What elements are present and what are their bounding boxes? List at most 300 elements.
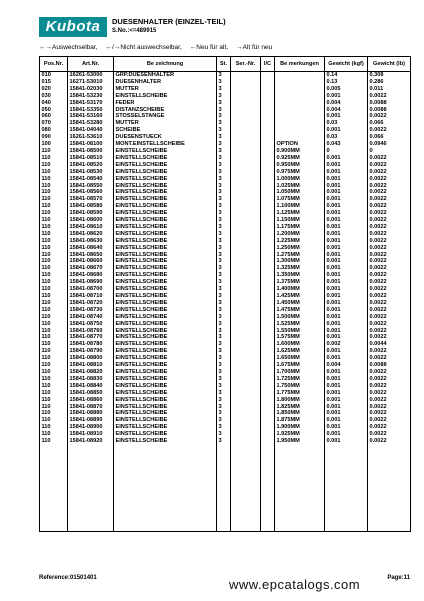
cell-art-nr: 15841-08560 bbox=[68, 189, 114, 196]
cell-bemerkungen bbox=[275, 113, 325, 120]
cell-art-nr: 15841-08880 bbox=[68, 410, 114, 417]
cell-stueck: 3 bbox=[217, 438, 231, 445]
cell-bezeichnung: MONT.EINSTELLSCHEIBE bbox=[114, 141, 217, 148]
parts-table bbox=[39, 56, 411, 532]
cell-gewicht-lb: 0.0022 bbox=[368, 189, 411, 196]
cell-stueck: 3 bbox=[217, 410, 231, 417]
cell-pos-nr: 110 bbox=[40, 238, 68, 245]
cell-bemerkungen: 1.575MM bbox=[275, 334, 325, 341]
cell-ic bbox=[261, 258, 275, 265]
cell-gewicht-kgf: 0.13 bbox=[325, 79, 368, 86]
cell-stueck: 3 bbox=[217, 272, 231, 279]
cell-bemerkungen: 1.875MM bbox=[275, 417, 325, 424]
cell-stueck: 3 bbox=[217, 286, 231, 293]
cell-art-nr: 15841-08640 bbox=[68, 245, 114, 252]
table-row bbox=[40, 141, 411, 148]
cell-ser-nr bbox=[231, 100, 261, 107]
cell-gewicht-kgf: 0.001 bbox=[325, 127, 368, 134]
cell-stueck: 3 bbox=[217, 362, 231, 369]
cell-pos-nr: 080 bbox=[40, 127, 68, 134]
cell-gewicht-kgf: 0.001 bbox=[325, 231, 368, 238]
cell-gewicht-kgf: 0.001 bbox=[325, 417, 368, 424]
cell-bezeichnung: EINSTELLSCHEIBE bbox=[114, 162, 217, 169]
cell-ic bbox=[261, 141, 275, 148]
cell-bemerkungen: 1.125MM bbox=[275, 210, 325, 217]
cell-stueck: 3 bbox=[217, 141, 231, 148]
cell-stueck: 3 bbox=[217, 369, 231, 376]
cell-bemerkungen: 1.725MM bbox=[275, 376, 325, 383]
cell-bemerkungen: 1.700MM bbox=[275, 369, 325, 376]
table-row bbox=[40, 238, 411, 245]
cell-stueck: 3 bbox=[217, 348, 231, 355]
table-row bbox=[40, 286, 411, 293]
cell-ic bbox=[261, 265, 275, 272]
cell-ser-nr bbox=[231, 438, 261, 445]
cell-ser-nr bbox=[231, 72, 261, 79]
cell-ic bbox=[261, 169, 275, 176]
page-title: DUESENHALTER (EINZEL-TEIL) bbox=[112, 17, 226, 26]
cell-bezeichnung: EINSTELLSCHEIBE bbox=[114, 404, 217, 411]
cell-bezeichnung: EINSTELLSCHEIBE bbox=[114, 293, 217, 300]
cell-bezeichnung: EINSTELLSCHEIBE bbox=[114, 328, 217, 335]
table-row bbox=[40, 162, 411, 169]
col-header-pos-nr: Pos.Nr. bbox=[40, 57, 68, 72]
cell-ser-nr bbox=[231, 286, 261, 293]
table-row bbox=[40, 279, 411, 286]
table-row bbox=[40, 134, 411, 141]
cell-art-nr: 15841-08100 bbox=[68, 141, 114, 148]
empty-cell bbox=[261, 445, 275, 532]
cell-bezeichnung: EINSTELLSCHEIBE bbox=[114, 176, 217, 183]
legend-item-old-for-new: →Alt für neu bbox=[236, 44, 273, 51]
cell-art-nr: 15841-08500 bbox=[68, 148, 114, 155]
cell-ic bbox=[261, 113, 275, 120]
cell-bemerkungen: 1.275MM bbox=[275, 252, 325, 259]
table-row bbox=[40, 100, 411, 107]
cell-bemerkungen: 1.500MM bbox=[275, 314, 325, 321]
cell-art-nr: 15841-08890 bbox=[68, 417, 114, 424]
cell-pos-nr: 110 bbox=[40, 314, 68, 321]
cell-bezeichnung: EINSTELLSCHEIBE bbox=[114, 272, 217, 279]
cell-gewicht-kgf: 0.001 bbox=[325, 169, 368, 176]
col-header-gewicht-lb: Gewicht (lb) bbox=[368, 57, 411, 72]
cell-art-nr: 15841-53170 bbox=[68, 100, 114, 107]
cell-art-nr: 15841-04040 bbox=[68, 127, 114, 134]
cell-stueck: 3 bbox=[217, 155, 231, 162]
cell-gewicht-kgf: 0.001 bbox=[325, 272, 368, 279]
cell-ic bbox=[261, 252, 275, 259]
empty-cell bbox=[217, 445, 231, 532]
table-row bbox=[40, 189, 411, 196]
cell-gewicht-kgf: 0.001 bbox=[325, 286, 368, 293]
cell-pos-nr: 100 bbox=[40, 141, 68, 148]
cell-stueck: 3 bbox=[217, 321, 231, 328]
title-block bbox=[112, 17, 226, 36]
cell-ic bbox=[261, 348, 275, 355]
cell-bemerkungen: 1.225MM bbox=[275, 238, 325, 245]
cell-pos-nr: 050 bbox=[40, 107, 68, 114]
cell-gewicht-lb: 0.0022 bbox=[368, 231, 411, 238]
cell-stueck: 3 bbox=[217, 93, 231, 100]
cell-stueck: 3 bbox=[217, 334, 231, 341]
table-row bbox=[40, 362, 411, 369]
cell-gewicht-lb: 0.0022 bbox=[368, 369, 411, 376]
cell-ser-nr bbox=[231, 196, 261, 203]
cell-stueck: 3 bbox=[217, 203, 231, 210]
cell-gewicht-lb: 0.0044 bbox=[368, 341, 411, 348]
cell-bezeichnung: EINSTELLSCHEIBE bbox=[114, 279, 217, 286]
cell-bezeichnung: EINSTELLSCHEIBE bbox=[114, 355, 217, 362]
cell-art-nr: 15841-08540 bbox=[68, 176, 114, 183]
cell-gewicht-kgf: 0.004 bbox=[325, 362, 368, 369]
cell-bemerkungen: 1.775MM bbox=[275, 390, 325, 397]
table-row bbox=[40, 307, 411, 314]
cell-gewicht-kgf: 0.001 bbox=[325, 258, 368, 265]
cell-stueck: 3 bbox=[217, 397, 231, 404]
cell-gewicht-lb: 0.0946 bbox=[368, 141, 411, 148]
cell-bezeichnung: EINSTELLSCHEIBE bbox=[114, 252, 217, 259]
cell-bezeichnung: EINSTELLSCHEIBE bbox=[114, 265, 217, 272]
cell-gewicht-lb: 0.0022 bbox=[368, 334, 411, 341]
cell-ser-nr bbox=[231, 397, 261, 404]
cell-ser-nr bbox=[231, 362, 261, 369]
cell-bemerkungen: 1.200MM bbox=[275, 231, 325, 238]
table-header-row bbox=[40, 57, 411, 72]
table-row bbox=[40, 376, 411, 383]
cell-stueck: 3 bbox=[217, 189, 231, 196]
cell-ic bbox=[261, 134, 275, 141]
cell-gewicht-kgf: 0.004 bbox=[325, 100, 368, 107]
table-row bbox=[40, 404, 411, 411]
cell-gewicht-kgf: 0.001 bbox=[325, 355, 368, 362]
cell-gewicht-lb: 0.0022 bbox=[368, 203, 411, 210]
cell-pos-nr: 110 bbox=[40, 210, 68, 217]
cell-ic bbox=[261, 120, 275, 127]
cell-ser-nr bbox=[231, 300, 261, 307]
cell-gewicht-lb: 0.0022 bbox=[368, 113, 411, 120]
cell-gewicht-kgf: 0.001 bbox=[325, 328, 368, 335]
cell-pos-nr: 110 bbox=[40, 189, 68, 196]
cell-gewicht-lb: 0.0022 bbox=[368, 376, 411, 383]
cell-ser-nr bbox=[231, 155, 261, 162]
cell-bezeichnung: EINSTELLSCHEIBE bbox=[114, 210, 217, 217]
cell-gewicht-lb: 0.0022 bbox=[368, 279, 411, 286]
cell-pos-nr: 110 bbox=[40, 169, 68, 176]
cell-stueck: 3 bbox=[217, 307, 231, 314]
cell-art-nr: 15841-08530 bbox=[68, 169, 114, 176]
cell-art-nr: 15841-08590 bbox=[68, 210, 114, 217]
cell-pos-nr: 110 bbox=[40, 341, 68, 348]
cell-ser-nr bbox=[231, 404, 261, 411]
cell-art-nr: 15841-53230 bbox=[68, 93, 114, 100]
cell-art-nr: 15841-53280 bbox=[68, 120, 114, 127]
cell-gewicht-lb: 0.286 bbox=[368, 79, 411, 86]
cell-ser-nr bbox=[231, 390, 261, 397]
cell-gewicht-lb: 0.0022 bbox=[368, 431, 411, 438]
cell-ic bbox=[261, 383, 275, 390]
cell-gewicht-kgf: 0.001 bbox=[325, 424, 368, 431]
table-row bbox=[40, 86, 411, 93]
cell-pos-nr: 110 bbox=[40, 155, 68, 162]
cell-gewicht-lb: 0.0022 bbox=[368, 217, 411, 224]
cell-art-nr: 15841-08740 bbox=[68, 314, 114, 321]
table-row bbox=[40, 155, 411, 162]
cell-bezeichnung: GRP.DUESENHALTER bbox=[114, 72, 217, 79]
cell-pos-nr: 010 bbox=[40, 72, 68, 79]
cell-stueck: 3 bbox=[217, 134, 231, 141]
cell-bemerkungen: 1.550MM bbox=[275, 328, 325, 335]
cell-gewicht-kgf: 0.001 bbox=[325, 196, 368, 203]
cell-gewicht-kgf: 0.001 bbox=[325, 238, 368, 245]
cell-gewicht-lb: 0.0022 bbox=[368, 321, 411, 328]
table-row bbox=[40, 300, 411, 307]
cell-art-nr: 15841-53350 bbox=[68, 107, 114, 114]
table-row bbox=[40, 203, 411, 210]
cell-bezeichnung: MUTTER bbox=[114, 120, 217, 127]
cell-gewicht-lb: 0.0088 bbox=[368, 362, 411, 369]
cell-ic bbox=[261, 100, 275, 107]
cell-gewicht-lb: 0.0022 bbox=[368, 307, 411, 314]
cell-bemerkungen: 0.900MM bbox=[275, 148, 325, 155]
cell-bezeichnung: EINSTELLSCHEIBE bbox=[114, 203, 217, 210]
cell-gewicht-kgf: 0.001 bbox=[325, 183, 368, 190]
cell-gewicht-lb: 0.0022 bbox=[368, 348, 411, 355]
cell-bemerkungen bbox=[275, 120, 325, 127]
table-row bbox=[40, 328, 411, 335]
cell-ic bbox=[261, 279, 275, 286]
col-header-gewicht-kgf: Gewicht (kgf) bbox=[325, 57, 368, 72]
cell-gewicht-kgf: 0.001 bbox=[325, 307, 368, 314]
table-row bbox=[40, 224, 411, 231]
cell-bemerkungen: 1.625MM bbox=[275, 348, 325, 355]
cell-stueck: 3 bbox=[217, 210, 231, 217]
cell-ser-nr bbox=[231, 189, 261, 196]
cell-gewicht-lb: 0.0022 bbox=[368, 210, 411, 217]
cell-gewicht-lb: 0.0022 bbox=[368, 383, 411, 390]
cell-art-nr: 15841-53160 bbox=[68, 113, 114, 120]
cell-ic bbox=[261, 176, 275, 183]
cell-bezeichnung: EINSTELLSCHEIBE bbox=[114, 334, 217, 341]
cell-bemerkungen: 1.925MM bbox=[275, 431, 325, 438]
cell-ser-nr bbox=[231, 141, 261, 148]
parts-table-body bbox=[40, 72, 411, 532]
cell-stueck: 3 bbox=[217, 431, 231, 438]
cell-pos-nr: 030 bbox=[40, 93, 68, 100]
cell-bezeichnung: DUESENHALTER bbox=[114, 79, 217, 86]
table-row bbox=[40, 107, 411, 114]
cell-stueck: 3 bbox=[217, 217, 231, 224]
cell-bemerkungen: 1.950MM bbox=[275, 438, 325, 445]
cell-gewicht-lb: 0.0022 bbox=[368, 176, 411, 183]
cell-bemerkungen: OPTION bbox=[275, 141, 325, 148]
cell-pos-nr: 110 bbox=[40, 196, 68, 203]
cell-bezeichnung: EINSTELLSCHEIBE bbox=[114, 238, 217, 245]
cell-stueck: 3 bbox=[217, 79, 231, 86]
table-row bbox=[40, 431, 411, 438]
cell-gewicht-lb: 0.0088 bbox=[368, 107, 411, 114]
cell-bezeichnung: EINSTELLSCHEIBE bbox=[114, 217, 217, 224]
cell-ic bbox=[261, 341, 275, 348]
cell-art-nr: 15841-08630 bbox=[68, 238, 114, 245]
table-row bbox=[40, 265, 411, 272]
cell-bemerkungen bbox=[275, 134, 325, 141]
table-row bbox=[40, 438, 411, 445]
cell-bezeichnung: EINSTELLSCHEIBE bbox=[114, 321, 217, 328]
cell-art-nr: 15841-08900 bbox=[68, 424, 114, 431]
cell-gewicht-kgf: 0.001 bbox=[325, 300, 368, 307]
cell-stueck: 3 bbox=[217, 72, 231, 79]
table-row bbox=[40, 148, 411, 155]
cell-art-nr: 15841-08800 bbox=[68, 355, 114, 362]
cell-ser-nr bbox=[231, 224, 261, 231]
cell-pos-nr: 110 bbox=[40, 404, 68, 411]
cell-gewicht-kgf: 0.001 bbox=[325, 438, 368, 445]
cell-pos-nr: 110 bbox=[40, 369, 68, 376]
cell-ser-nr bbox=[231, 265, 261, 272]
cell-stueck: 3 bbox=[217, 127, 231, 134]
cell-gewicht-lb: 0.011 bbox=[368, 86, 411, 93]
cell-ser-nr bbox=[231, 93, 261, 100]
cell-ser-nr bbox=[231, 183, 261, 190]
cell-pos-nr: 110 bbox=[40, 252, 68, 259]
cell-art-nr: 15841-08850 bbox=[68, 390, 114, 397]
table-row bbox=[40, 321, 411, 328]
cell-ic bbox=[261, 438, 275, 445]
cell-ic bbox=[261, 376, 275, 383]
cell-bezeichnung: EINSTELLSCHEIBE bbox=[114, 397, 217, 404]
cell-bemerkungen: 1.050MM bbox=[275, 189, 325, 196]
cell-gewicht-lb: 0.0022 bbox=[368, 314, 411, 321]
cell-bezeichnung: EINSTELLSCHEIBE bbox=[114, 224, 217, 231]
table-row bbox=[40, 210, 411, 217]
cell-ser-nr bbox=[231, 79, 261, 86]
cell-bezeichnung: EINSTELLSCHEIBE bbox=[114, 196, 217, 203]
cell-ic bbox=[261, 286, 275, 293]
cell-gewicht-lb: 0.0022 bbox=[368, 404, 411, 411]
legend-item-new-for-old: ←Neu für alt, bbox=[189, 44, 229, 51]
cell-bezeichnung: EINSTELLSCHEIBE bbox=[114, 189, 217, 196]
table-row bbox=[40, 390, 411, 397]
cell-bemerkungen: 1.475MM bbox=[275, 307, 325, 314]
cell-bezeichnung: EINSTELLSCHEIBE bbox=[114, 424, 217, 431]
cell-pos-nr: 090 bbox=[40, 134, 68, 141]
cell-art-nr: 15841-08550 bbox=[68, 183, 114, 190]
cell-pos-nr: 110 bbox=[40, 231, 68, 238]
cell-ic bbox=[261, 107, 275, 114]
cell-ser-nr bbox=[231, 369, 261, 376]
cell-gewicht-kgf: 0.14 bbox=[325, 72, 368, 79]
cell-bezeichnung: DISTANZSCHEIBE bbox=[114, 107, 217, 114]
cell-bezeichnung: EINSTELLSCHEIBE bbox=[114, 300, 217, 307]
cell-gewicht-kgf: 0.004 bbox=[325, 107, 368, 114]
cell-bezeichnung: FEDER bbox=[114, 100, 217, 107]
cell-pos-nr: 110 bbox=[40, 245, 68, 252]
cell-bemerkungen bbox=[275, 93, 325, 100]
cell-art-nr: 15841-08670 bbox=[68, 265, 114, 272]
cell-ic bbox=[261, 86, 275, 93]
cell-gewicht-kgf: 0.001 bbox=[325, 334, 368, 341]
table-row bbox=[40, 176, 411, 183]
cell-bezeichnung: EINSTELLSCHEIBE bbox=[114, 155, 217, 162]
cell-ser-nr bbox=[231, 314, 261, 321]
cell-pos-nr: 110 bbox=[40, 376, 68, 383]
cell-stueck: 3 bbox=[217, 113, 231, 120]
cell-art-nr: 16261-53610 bbox=[68, 134, 114, 141]
cell-ic bbox=[261, 217, 275, 224]
empty-cell bbox=[368, 445, 411, 532]
cell-stueck: 3 bbox=[217, 169, 231, 176]
table-row bbox=[40, 217, 411, 224]
table-row bbox=[40, 355, 411, 362]
cell-pos-nr: 110 bbox=[40, 279, 68, 286]
cell-pos-nr: 110 bbox=[40, 321, 68, 328]
cell-gewicht-lb: 0.0022 bbox=[368, 196, 411, 203]
cell-ic bbox=[261, 417, 275, 424]
cell-gewicht-kgf: 0.03 bbox=[325, 134, 368, 141]
cell-pos-nr: 110 bbox=[40, 355, 68, 362]
cell-gewicht-kgf: 0.001 bbox=[325, 252, 368, 259]
cell-pos-nr: 110 bbox=[40, 272, 68, 279]
cell-ic bbox=[261, 189, 275, 196]
cell-ser-nr bbox=[231, 328, 261, 335]
cell-gewicht-lb: 0.0022 bbox=[368, 417, 411, 424]
cell-bemerkungen: 0.925MM bbox=[275, 155, 325, 162]
cell-gewicht-kgf: 0.001 bbox=[325, 265, 368, 272]
cell-stueck: 3 bbox=[217, 341, 231, 348]
cell-bezeichnung: EINSTELLSCHEIBE bbox=[114, 362, 217, 369]
cell-pos-nr: 110 bbox=[40, 203, 68, 210]
cell-ser-nr bbox=[231, 210, 261, 217]
cell-gewicht-lb: 0.0022 bbox=[368, 397, 411, 404]
cell-stueck: 3 bbox=[217, 196, 231, 203]
cell-ic bbox=[261, 362, 275, 369]
cell-art-nr: 16261-53000 bbox=[68, 72, 114, 79]
cell-stueck: 3 bbox=[217, 252, 231, 259]
cell-bezeichnung: EINSTELLSCHEIBE bbox=[114, 383, 217, 390]
interchangeability-legend bbox=[39, 44, 272, 51]
cell-bemerkungen: 1.525MM bbox=[275, 321, 325, 328]
cell-art-nr: 15841-08920 bbox=[68, 438, 114, 445]
cell-gewicht-kgf: 0.001 bbox=[325, 348, 368, 355]
cell-ic bbox=[261, 307, 275, 314]
cell-ic bbox=[261, 314, 275, 321]
cell-art-nr: 15841-08610 bbox=[68, 224, 114, 231]
cell-ser-nr bbox=[231, 348, 261, 355]
cell-pos-nr: 110 bbox=[40, 300, 68, 307]
cell-bezeichnung: DUESENSTUECK bbox=[114, 134, 217, 141]
table-row bbox=[40, 120, 411, 127]
cell-pos-nr: 040 bbox=[40, 100, 68, 107]
cell-ser-nr bbox=[231, 127, 261, 134]
table-row bbox=[40, 348, 411, 355]
table-row bbox=[40, 341, 411, 348]
col-header-art-nr: Art.Nr. bbox=[68, 57, 114, 72]
table-row bbox=[40, 397, 411, 404]
cell-pos-nr: 110 bbox=[40, 410, 68, 417]
table-row bbox=[40, 231, 411, 238]
cell-gewicht-lb: 0.0022 bbox=[368, 300, 411, 307]
cell-bezeichnung: EINSTELLSCHEIBE bbox=[114, 258, 217, 265]
cell-ser-nr bbox=[231, 231, 261, 238]
cell-pos-nr: 110 bbox=[40, 334, 68, 341]
empty-cell bbox=[231, 445, 261, 532]
cell-gewicht-kgf: 0.001 bbox=[325, 93, 368, 100]
cell-bezeichnung: SCHEIBE bbox=[114, 127, 217, 134]
cell-gewicht-kgf: 0.001 bbox=[325, 113, 368, 120]
cell-ser-nr bbox=[231, 293, 261, 300]
cell-bezeichnung: EINSTELLSCHEIBE bbox=[114, 410, 217, 417]
cell-ic bbox=[261, 162, 275, 169]
